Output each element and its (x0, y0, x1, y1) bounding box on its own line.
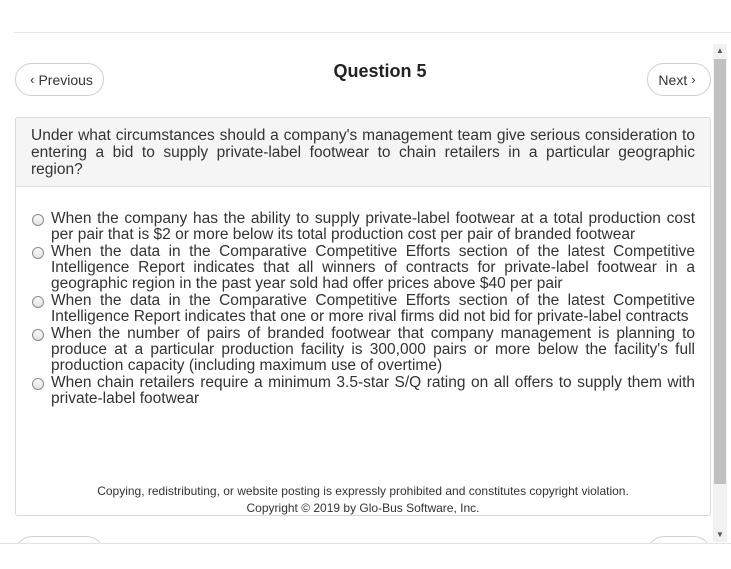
answer-option-label[interactable]: When the company has the ability to supply private-label footwear at a total production cost per pair that is $2 or more below its total production cost per pair of branded footwear (51, 210, 695, 243)
copyright-line-1: Copying, redistributing, or website posting is expressly prohibited and constitutes copyright violation. (97, 484, 629, 498)
answer-option-label[interactable]: When the data in the Comparative Competitive Efforts section of the latest Competitive Intelligence Report indicates that one or more rival firms did not bid for private-label contracts (51, 292, 695, 325)
top-divider (14, 32, 731, 33)
radio-button[interactable] (32, 378, 44, 390)
scroll-down-arrow-icon[interactable]: ▼ (716, 530, 724, 539)
next-button-label: Next (658, 71, 688, 88)
previous-button-label: Previous (38, 71, 93, 88)
scrollbar-thumb[interactable] (714, 59, 726, 484)
bottom-cover (0, 544, 731, 569)
answer-option[interactable] (31, 293, 695, 325)
answer-option[interactable] (31, 326, 695, 374)
chevron-left-icon: ‹ (30, 72, 35, 87)
vertical-scrollbar[interactable] (713, 44, 727, 542)
next-button[interactable] (647, 63, 711, 96)
answer-option-label[interactable]: When chain retailers require a minimum 3.5-star S/Q rating on all offers to supply them with private-label footwear (51, 374, 695, 407)
bottom-divider (0, 543, 731, 544)
copyright-line-2: Copyright © 2019 by Glo-Bus Software, Inc. (246, 501, 480, 515)
question-text: Under what circumstances should a company's management team give serious consideration to entering a bid to supply private-label footwear to chain retailers in a particular geographic region? (16, 118, 710, 187)
question-title: Question 5 (333, 61, 427, 81)
question-panel (15, 117, 711, 516)
previous-button[interactable] (15, 63, 104, 96)
answer-option[interactable] (31, 375, 695, 407)
answer-option[interactable] (31, 211, 695, 243)
answer-option[interactable] (31, 244, 695, 292)
scroll-up-arrow-icon[interactable]: ▲ (716, 46, 724, 55)
chevron-right-icon: › (691, 72, 696, 87)
answer-options (16, 187, 710, 407)
answer-option-label[interactable]: When the data in the Comparative Competitive Efforts section of the latest Competitive Intelligence Report indicates that all winners of contracts for private-label footwear in a geographic region in the past year sold had offer prices above $40 per pair (51, 243, 695, 292)
answer-option-label[interactable]: When the number of pairs of branded footwear that company management is planning to produce at a particular production facility is 300,000 pairs or more below the facility's full production capacity (including maximum use of overtime) (51, 325, 695, 374)
radio-button[interactable] (32, 214, 44, 226)
radio-button[interactable] (32, 296, 44, 308)
radio-button[interactable] (32, 247, 44, 259)
radio-button[interactable] (32, 329, 44, 341)
copyright-notice (16, 483, 710, 516)
